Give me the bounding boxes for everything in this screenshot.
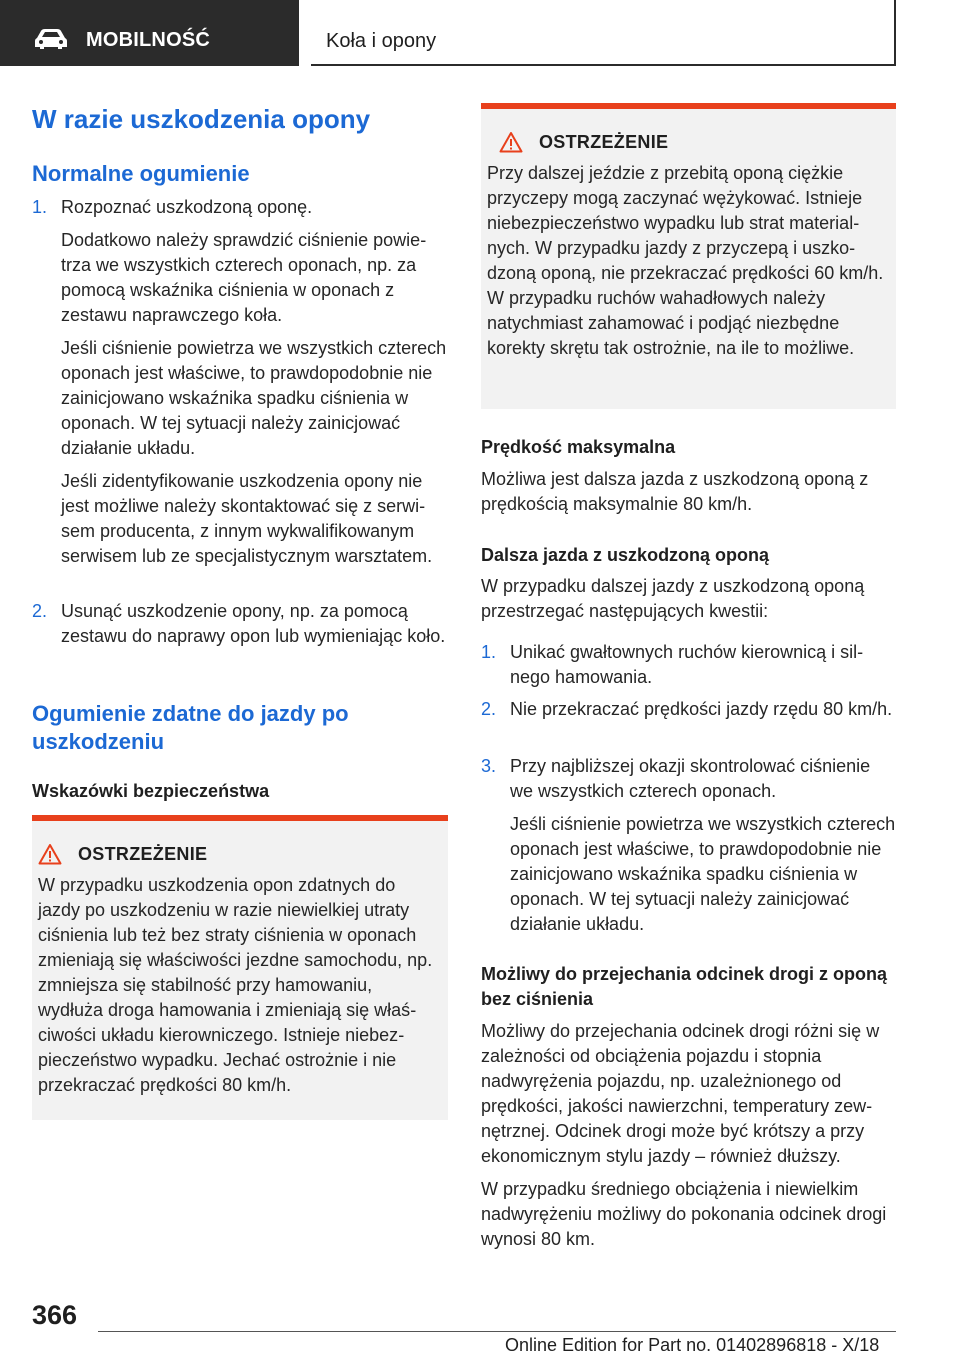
continue-heading: Dalsza jazda z uszkodzoną oponą bbox=[481, 545, 770, 565]
warning-title: OSTRZEŻENIE bbox=[78, 843, 208, 864]
step-note: Dodatkowo należy sprawdzić ciśnienie powietrza we wszystkich czterech oponach, np. za pomocą wskaźnika ciśnienia w oponach z zestawu naprawczego koła. bbox=[61, 230, 427, 325]
distance-text: Możliwy do przejechania odcinek drogi różni się w zależności od obciążenia pojazdu i stopnia nadwyrężenia pojazdu, np. uzależnionego od prędkości, jakości nawierzchni, temperatury zewnętrznej. Odcinek drogi może być krótszy a przy ekonomicznym stylu jazdy – również dłuższy. bbox=[481, 1021, 880, 1166]
list-item bbox=[481, 754, 896, 937]
step-note: Jeśli ciśnienie powietrza we wszystkich czterech oponach jest właściwe, to prawdopodobnie nie zainicjowano wskaźnika spadku ciśnienia w oponach. W tej sytuacji należy zainicjować działanie układu. bbox=[510, 814, 896, 934]
step-text: Rozpoznać uszkodzoną oponę. bbox=[61, 197, 313, 217]
list-item bbox=[481, 697, 896, 722]
step-text: Przy najbliższej okazji skontrolować ciśnienie we wszystkich czterech oponach. bbox=[510, 756, 871, 801]
step-number: 2. bbox=[32, 601, 48, 621]
list-item bbox=[481, 640, 896, 690]
step-text: Unikać gwałtownych ruchów kierownicą i silnego hamowania. bbox=[510, 642, 864, 687]
list-item bbox=[32, 599, 448, 649]
section-tab bbox=[0, 0, 299, 66]
distance-text-2: W przypadku średniego obciążenia i niewielkim nadwyrężeniu możliwy do pokonania odcinek drogi wynosi 80 km. bbox=[481, 1179, 887, 1249]
warning-title: OSTRZEŻENIE bbox=[539, 131, 669, 152]
footer-divider bbox=[98, 1331, 896, 1332]
subtitle-runflat-tyres: Ogumienie zdatne do jazdy po uszkodzeniu bbox=[32, 701, 349, 754]
subtitle-normal-tyres: Normalne ogumienie bbox=[32, 161, 250, 186]
car-icon bbox=[34, 28, 68, 50]
step-text: Usunąć uszkodzenie opony, np. za pomocą zestawu do naprawy opon lub wymieniając koło. bbox=[61, 601, 446, 646]
max-speed-text: Możliwa jest dalsza jazda z uszkodzoną oponą z prędkością maksymalnie 80 km/h. bbox=[481, 469, 869, 514]
step-number: 3. bbox=[481, 756, 497, 776]
warning-text: Przy dalszej jeździe z przebitą oponą ciężkie przyczepy mogą zaczynać wężykować. Istnieje niebezpieczeństwo wypadku lub strat materialnych. W przypadku jazdy z przyczepą i uszkodzoną oponą, nie przekraczać prędkości 60 km/h. W przypadku ruchów wahadłowych należy natychmiast zahamować i podjąć niezbędne korekty skrętu tak ostrożnie, na ile to możliwe. bbox=[487, 163, 884, 358]
step-note: Jeśli ciśnienie powietrza we wszystkich czterech oponach jest właściwe, to prawdopodobnie nie zainicjowano wskaźnika spadku ciśnienia w oponach. W tej sytuacji należy zainicjować działanie układu. bbox=[61, 338, 447, 458]
section-title: MOBILNOŚĆ bbox=[86, 29, 211, 51]
warning-triangle-icon bbox=[38, 843, 62, 865]
distance-heading: Możliwy do przejechania odcinek drogi z oponą bez ciśnienia bbox=[481, 964, 888, 1009]
continue-text: W przypadku dalszej jazdy z uszkodzoną oponą przestrzegać następujących kwestii: bbox=[481, 576, 865, 621]
step-note: Jeśli zidentyfikowanie uszkodzenia opony nie jest możliwe należy skontaktować się z serwisem producenta, z innym wykwalifikowanym serwisem lub ze specjalistycznym warsztatem. bbox=[61, 471, 433, 566]
chapter-title: Koła i opony bbox=[326, 30, 437, 52]
page-title: W razie uszkodzenia opony bbox=[32, 104, 371, 134]
step-number: 1. bbox=[481, 642, 497, 662]
step-number: 2. bbox=[481, 699, 497, 719]
list-item bbox=[32, 195, 448, 569]
footer-edition: Online Edition for Part no. 01402896818 - X/18 bbox=[505, 1335, 880, 1355]
step-number: 1. bbox=[32, 197, 48, 217]
warning-box bbox=[481, 103, 896, 409]
max-speed-heading: Prędkość maksymalna bbox=[481, 437, 676, 457]
step-text: Nie przekraczać prędkości jazdy rzędu 80 km/h. bbox=[510, 699, 893, 719]
warning-text: W przypadku uszkodzenia opon zdatnych do jazdy po uszkodzeniu w razie niewielkiej utraty ciśnienia lub też bez straty ciśnienia w oponach zmieniają się właściwości jezdne samochodu, np. zmniejsza się stabilność przy hamowaniu, wydłuża droga hamowania i zmieniają się właściwości układu kierowniczego. Istnieje niebezpieczeństwo wypadku. Jechać ostrożnie i nie przekraczać prędkości 80 km/h. bbox=[38, 875, 433, 1095]
warning-box bbox=[32, 815, 448, 1120]
warning-triangle-icon bbox=[499, 131, 523, 153]
chapter-box bbox=[311, 0, 896, 66]
safety-heading: Wskazówki bezpieczeństwa bbox=[32, 781, 270, 801]
page-number: 366 bbox=[32, 1300, 78, 1330]
